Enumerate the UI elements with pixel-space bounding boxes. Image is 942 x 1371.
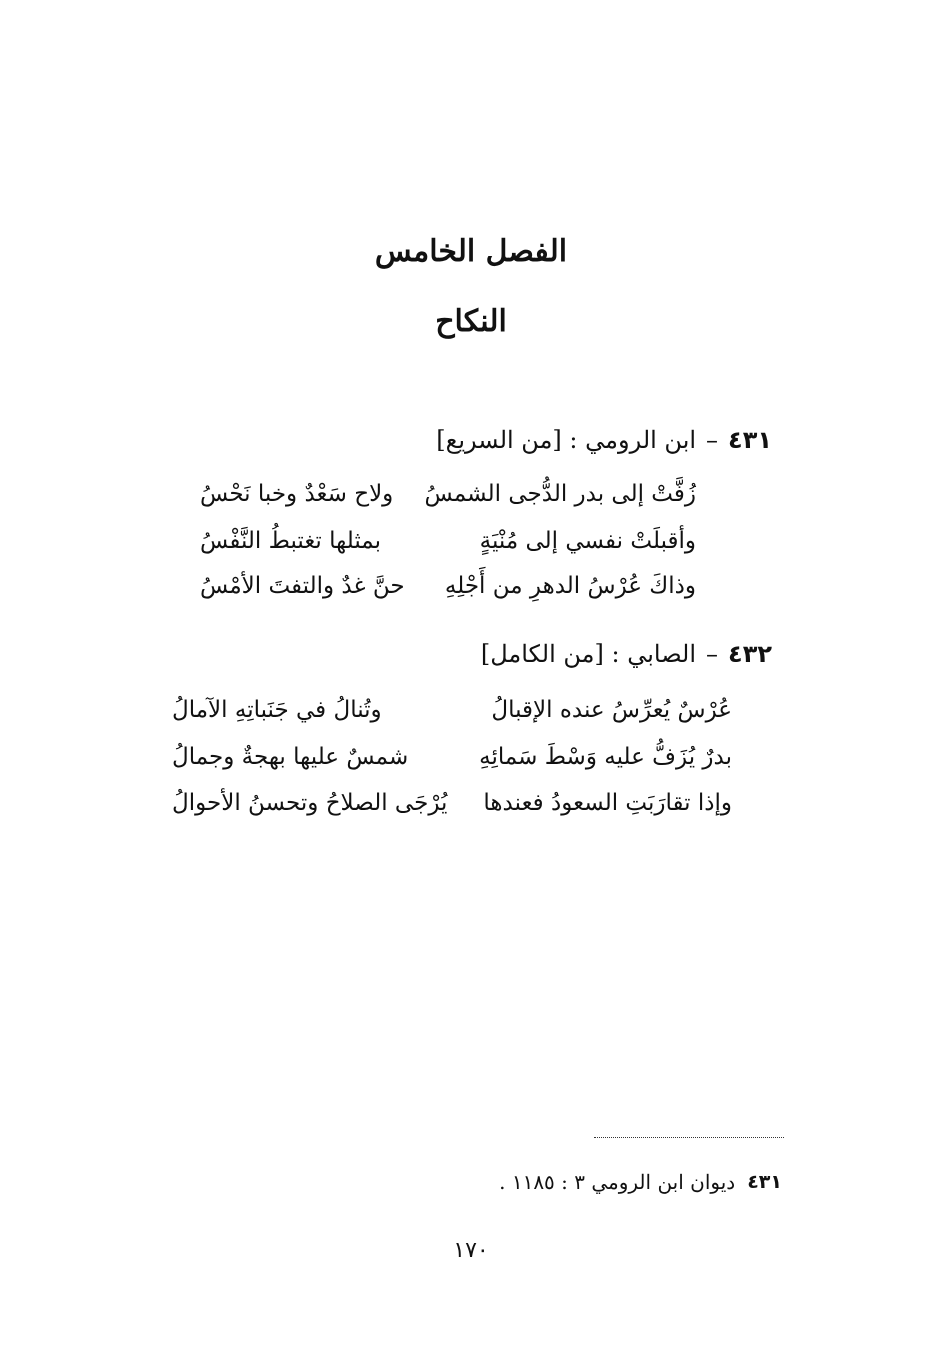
entry-source: ابن الرومي : [من السريع]: [436, 426, 697, 454]
entry-dash: –: [706, 640, 719, 668]
verse-second-hemistich: وتُنالُ في جَنَباتِهِ الآمالُ: [172, 697, 382, 723]
verse-first-hemistich: عُرْسٌ يُعرِّسُ عنده الإقبالُ: [491, 697, 732, 723]
chapter-subtitle: النكاح: [435, 304, 507, 339]
entry-header: [436, 420, 772, 460]
verse-first-hemistich: وإذا تقارَبَتِ السعودُ فعندها: [483, 790, 732, 816]
verse-first-hemistich: زُفَّتْ إلى بدر الدُّجى الشمسُ: [424, 481, 696, 507]
verse-second-hemistich: بمثلها تغتبطُ النَّفْسُ: [200, 528, 381, 554]
verse-line: [172, 690, 732, 730]
footnote-number: ٤٣١: [747, 1171, 782, 1193]
verse-line: [172, 737, 732, 777]
verse-first-hemistich: بدرٌ يُزَفُّ عليه وَسْطَ سَمائِهِ: [479, 744, 732, 770]
page-number: ١٧٠: [453, 1238, 489, 1263]
entry-number: ٤٣١: [728, 426, 772, 454]
entry-source: الصابي : [من الكامل]: [480, 640, 697, 668]
verse-second-hemistich: يُرْجَى الصلاحُ وتحسنُ الأحوالُ: [172, 790, 448, 816]
footnote: [499, 1165, 782, 1199]
chapter-title: الفصل الخامس: [374, 234, 568, 269]
entry-header: [481, 634, 772, 674]
entry-dash: –: [706, 426, 719, 454]
verse-second-hemistich: شمسٌ عليها بهجةٌ وجمالُ: [172, 744, 409, 770]
verse-first-hemistich: وأقبلَتْ نفسي إلى مُنْيَةٍ: [479, 528, 696, 554]
verse-line: [172, 783, 732, 823]
verse-line: [200, 566, 696, 606]
footnote-text: ديوان ابن الرومي ٣ : ١١٨٥ .: [499, 1170, 736, 1194]
verse-second-hemistich: حنَّ غدٌ والتفتَ الأمْسُ: [200, 573, 405, 599]
verse-line: [200, 521, 696, 561]
footnote-separator: [594, 1137, 784, 1138]
verse-second-hemistich: ولاح سَعْدٌ وخبا نَحْسُ: [200, 481, 394, 507]
entry-number: ٤٣٢: [728, 640, 772, 668]
verse-first-hemistich: وذاكَ عُرْسُ الدهرِ من أَجْلِهِ: [444, 573, 696, 599]
verse-line: [200, 474, 696, 514]
